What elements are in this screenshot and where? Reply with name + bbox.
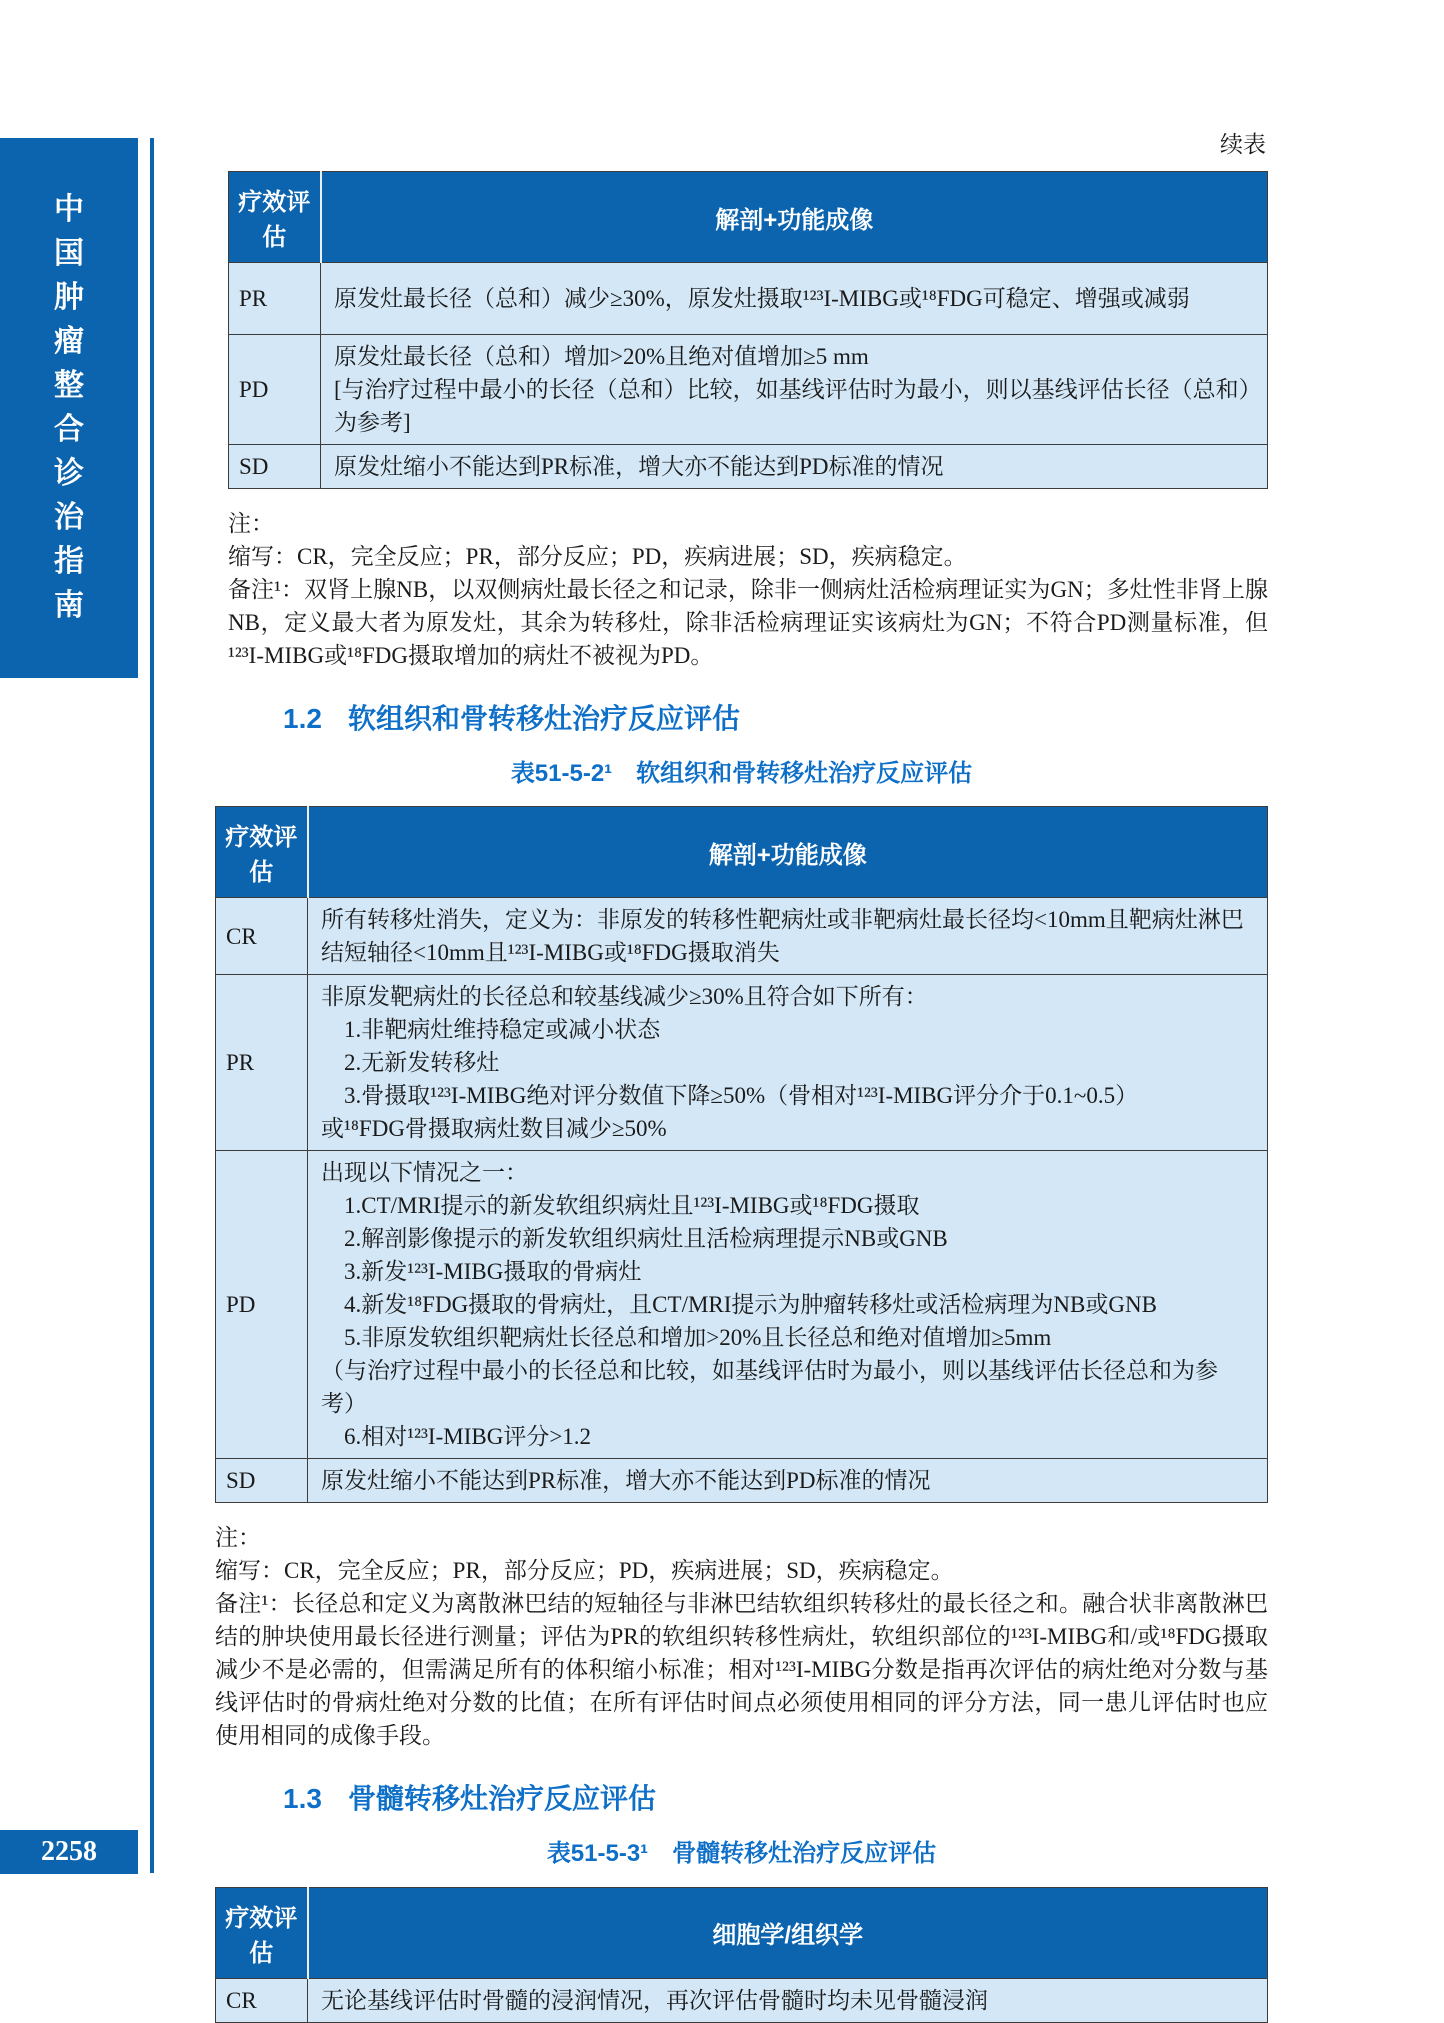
sidebar-title-char: 整	[54, 369, 84, 402]
row-content-cr: 所有转移灶消失，定义为：非原发的转移性靶病灶或非靶病灶最长径均<10mm且靶病灶淋巴结短轴径<10mm且¹²³I-MIBG或¹⁸FDG摄取消失	[308, 898, 1268, 975]
table-row	[229, 335, 1268, 445]
table-caption-51-5-3: 表51-5-3¹ 骨髓转移灶治疗反应评估	[546, 1839, 937, 1867]
note-abbreviations: 缩写：CR，完全反应；PR，部分反应；PD，疾病进展；SD，疾病稳定。	[215, 1558, 954, 1584]
header-cell-cytology: 细胞学/组织学	[308, 1887, 1268, 1978]
row-label-cr: CR	[216, 898, 308, 975]
header-cell-imaging: 解剖+功能成像	[321, 172, 1268, 263]
note-title: 注：	[215, 1525, 261, 1551]
table-caption-51-5-2: 表51-5-2¹ 软组织和骨转移灶治疗反应评估	[510, 759, 973, 787]
row-label-pd: PD	[216, 1151, 308, 1459]
note-remark: 备注¹：长径总和定义为离散淋巴结的短轴径与非淋巴结软组织转移灶的最长径之和。融合状非离散淋巴结的肿块使用最长径进行测量；评估为PR的软组织转移性病灶，软组织部位的¹²³I-MIBG和/或¹⁸FDG摄取减少不是必需的，但需满足所有的体积缩小标准；相对¹²³I-MIBG分数是指再次评估的病灶绝对分数与基线评估时的骨病灶绝对分数的比值；在所有评估时间点必须使用相同的评分方法，同一患儿评估时也应使用相同的成像手段。	[215, 1591, 1268, 1749]
table-row	[216, 898, 1268, 975]
note-title: 注：	[228, 511, 274, 536]
notes-block-1	[228, 507, 1268, 672]
header-cell-imaging: 解剖+功能成像	[308, 807, 1268, 898]
row-label-cr: CR	[216, 1978, 308, 2022]
response-table-bone-marrow	[215, 1887, 1268, 2023]
sidebar-title-char: 南	[54, 589, 84, 622]
row-content-pr: 非原发靶病灶的长径总和较基线减少≥30%且符合如下所有： 1.非靶病灶维持稳定或减小状态 2.无新发转移灶 3.骨摄取¹²³I-MIBG绝对评分数值下降≥50%（骨相对¹²³I-MIBG评分介于0.1~0.5） 或¹⁸FDG骨摄取病灶数目减少≥50%	[308, 975, 1268, 1151]
header-cell-evaluation: 疗效评估	[229, 172, 321, 263]
table-row	[216, 1978, 1268, 2022]
row-label-pr: PR	[229, 263, 321, 335]
sidebar-title-char: 治	[54, 501, 84, 534]
response-table-soft-tissue-bone	[215, 806, 1268, 1503]
sidebar-title-char: 中	[54, 193, 84, 226]
sidebar-title-char: 诊	[54, 457, 84, 490]
note-remark: 备注¹：双肾上腺NB，以双侧病灶最长径之和记录，除非一侧病灶活检病理证实为GN；多灶性非肾上腺NB，定义最大者为原发灶，其余为转移灶，除非活检病理证实该病灶为GN；不符合PD测量标准，但¹²³I-MIBG或¹⁸FDG摄取增加的病灶不被视为PD。	[228, 577, 1268, 668]
row-content-pr: 原发灶最长径（总和）减少≥30%，原发灶摄取¹²³I-MIBG或¹⁸FDG可稳定、增强或减弱	[321, 263, 1268, 335]
header-cell-evaluation: 疗效评估	[216, 807, 308, 898]
table-row	[229, 263, 1268, 335]
response-table-primary-lesion	[228, 171, 1268, 489]
section-title: 骨髓转移灶治疗反应评估	[347, 1783, 656, 1815]
section-number: 1.2	[283, 703, 322, 734]
table-row	[216, 1459, 1268, 1503]
note-abbreviations: 缩写：CR，完全反应；PR，部分反应；PD，疾病进展；SD，疾病稳定。	[228, 544, 967, 569]
row-content-cr: 无论基线评估时骨髓的浸润情况，再次评估骨髓时均未见骨髓浸润	[308, 1978, 1268, 2022]
section-number: 1.3	[283, 1783, 322, 1815]
row-label-sd: SD	[229, 445, 321, 489]
page-content	[215, 126, 1268, 2023]
table-row	[216, 1151, 1268, 1459]
table-header-row	[229, 172, 1268, 263]
section-title: 软组织和骨转移灶治疗反应评估	[347, 703, 740, 734]
row-content-sd: 原发灶缩小不能达到PR标准，增大亦不能达到PD标准的情况	[321, 445, 1268, 489]
table-header-row	[216, 1887, 1268, 1978]
row-content-pd: 原发灶最长径（总和）增加>20%且绝对值增加≥5 mm [与治疗过程中最小的长径（总和）比较，如基线评估时为最小，则以基线评估长径（总和）为参考]	[321, 335, 1268, 445]
continued-table-label: 续表	[1220, 132, 1266, 157]
sidebar-divider-rule	[150, 138, 154, 1873]
sidebar-title-char: 肿	[54, 281, 84, 314]
header-cell-evaluation: 疗效评估	[216, 1887, 308, 1978]
section-heading-1-2	[283, 702, 1268, 736]
row-content-sd: 原发灶缩小不能达到PR标准，增大亦不能达到PD标准的情况	[308, 1459, 1268, 1503]
row-label-sd: SD	[216, 1459, 308, 1503]
section-heading-1-3	[283, 1782, 1268, 1816]
row-label-pr: PR	[216, 975, 308, 1151]
notes-block-2	[215, 1521, 1268, 1752]
sidebar-title-char: 瘤	[54, 325, 84, 358]
row-content-pd: 出现以下情况之一： 1.CT/MRI提示的新发软组织病灶且¹²³I-MIBG或¹⁸FDG摄取 2.解剖影像提示的新发软组织病灶且活检病理提示NB或GNB 3.新发¹²³I-MIBG摄取的骨病灶 4.新发¹⁸FDG摄取的骨病灶，且CT/MRI提示为肿瘤转移灶或活检病理为NB或GNB 5.非原发软组织靶病灶长径总和增加>20%且长径总和绝对值增加≥5mm （与治疗过程中最小的长径总和比较，如基线评估时为最小，则以基线评估长径总和为参考） 6.相对¹²³I-MIBG评分>1.2	[308, 1151, 1268, 1459]
sidebar-title-char: 指	[54, 545, 84, 578]
sidebar-title	[0, 138, 138, 678]
page-number-badge: 2258	[0, 1830, 138, 1874]
table-row	[229, 445, 1268, 489]
table-header-row	[216, 807, 1268, 898]
table-row	[216, 975, 1268, 1151]
sidebar-title-char: 合	[54, 413, 84, 446]
sidebar-title-char: 国	[54, 237, 84, 270]
row-label-pd: PD	[229, 335, 321, 445]
